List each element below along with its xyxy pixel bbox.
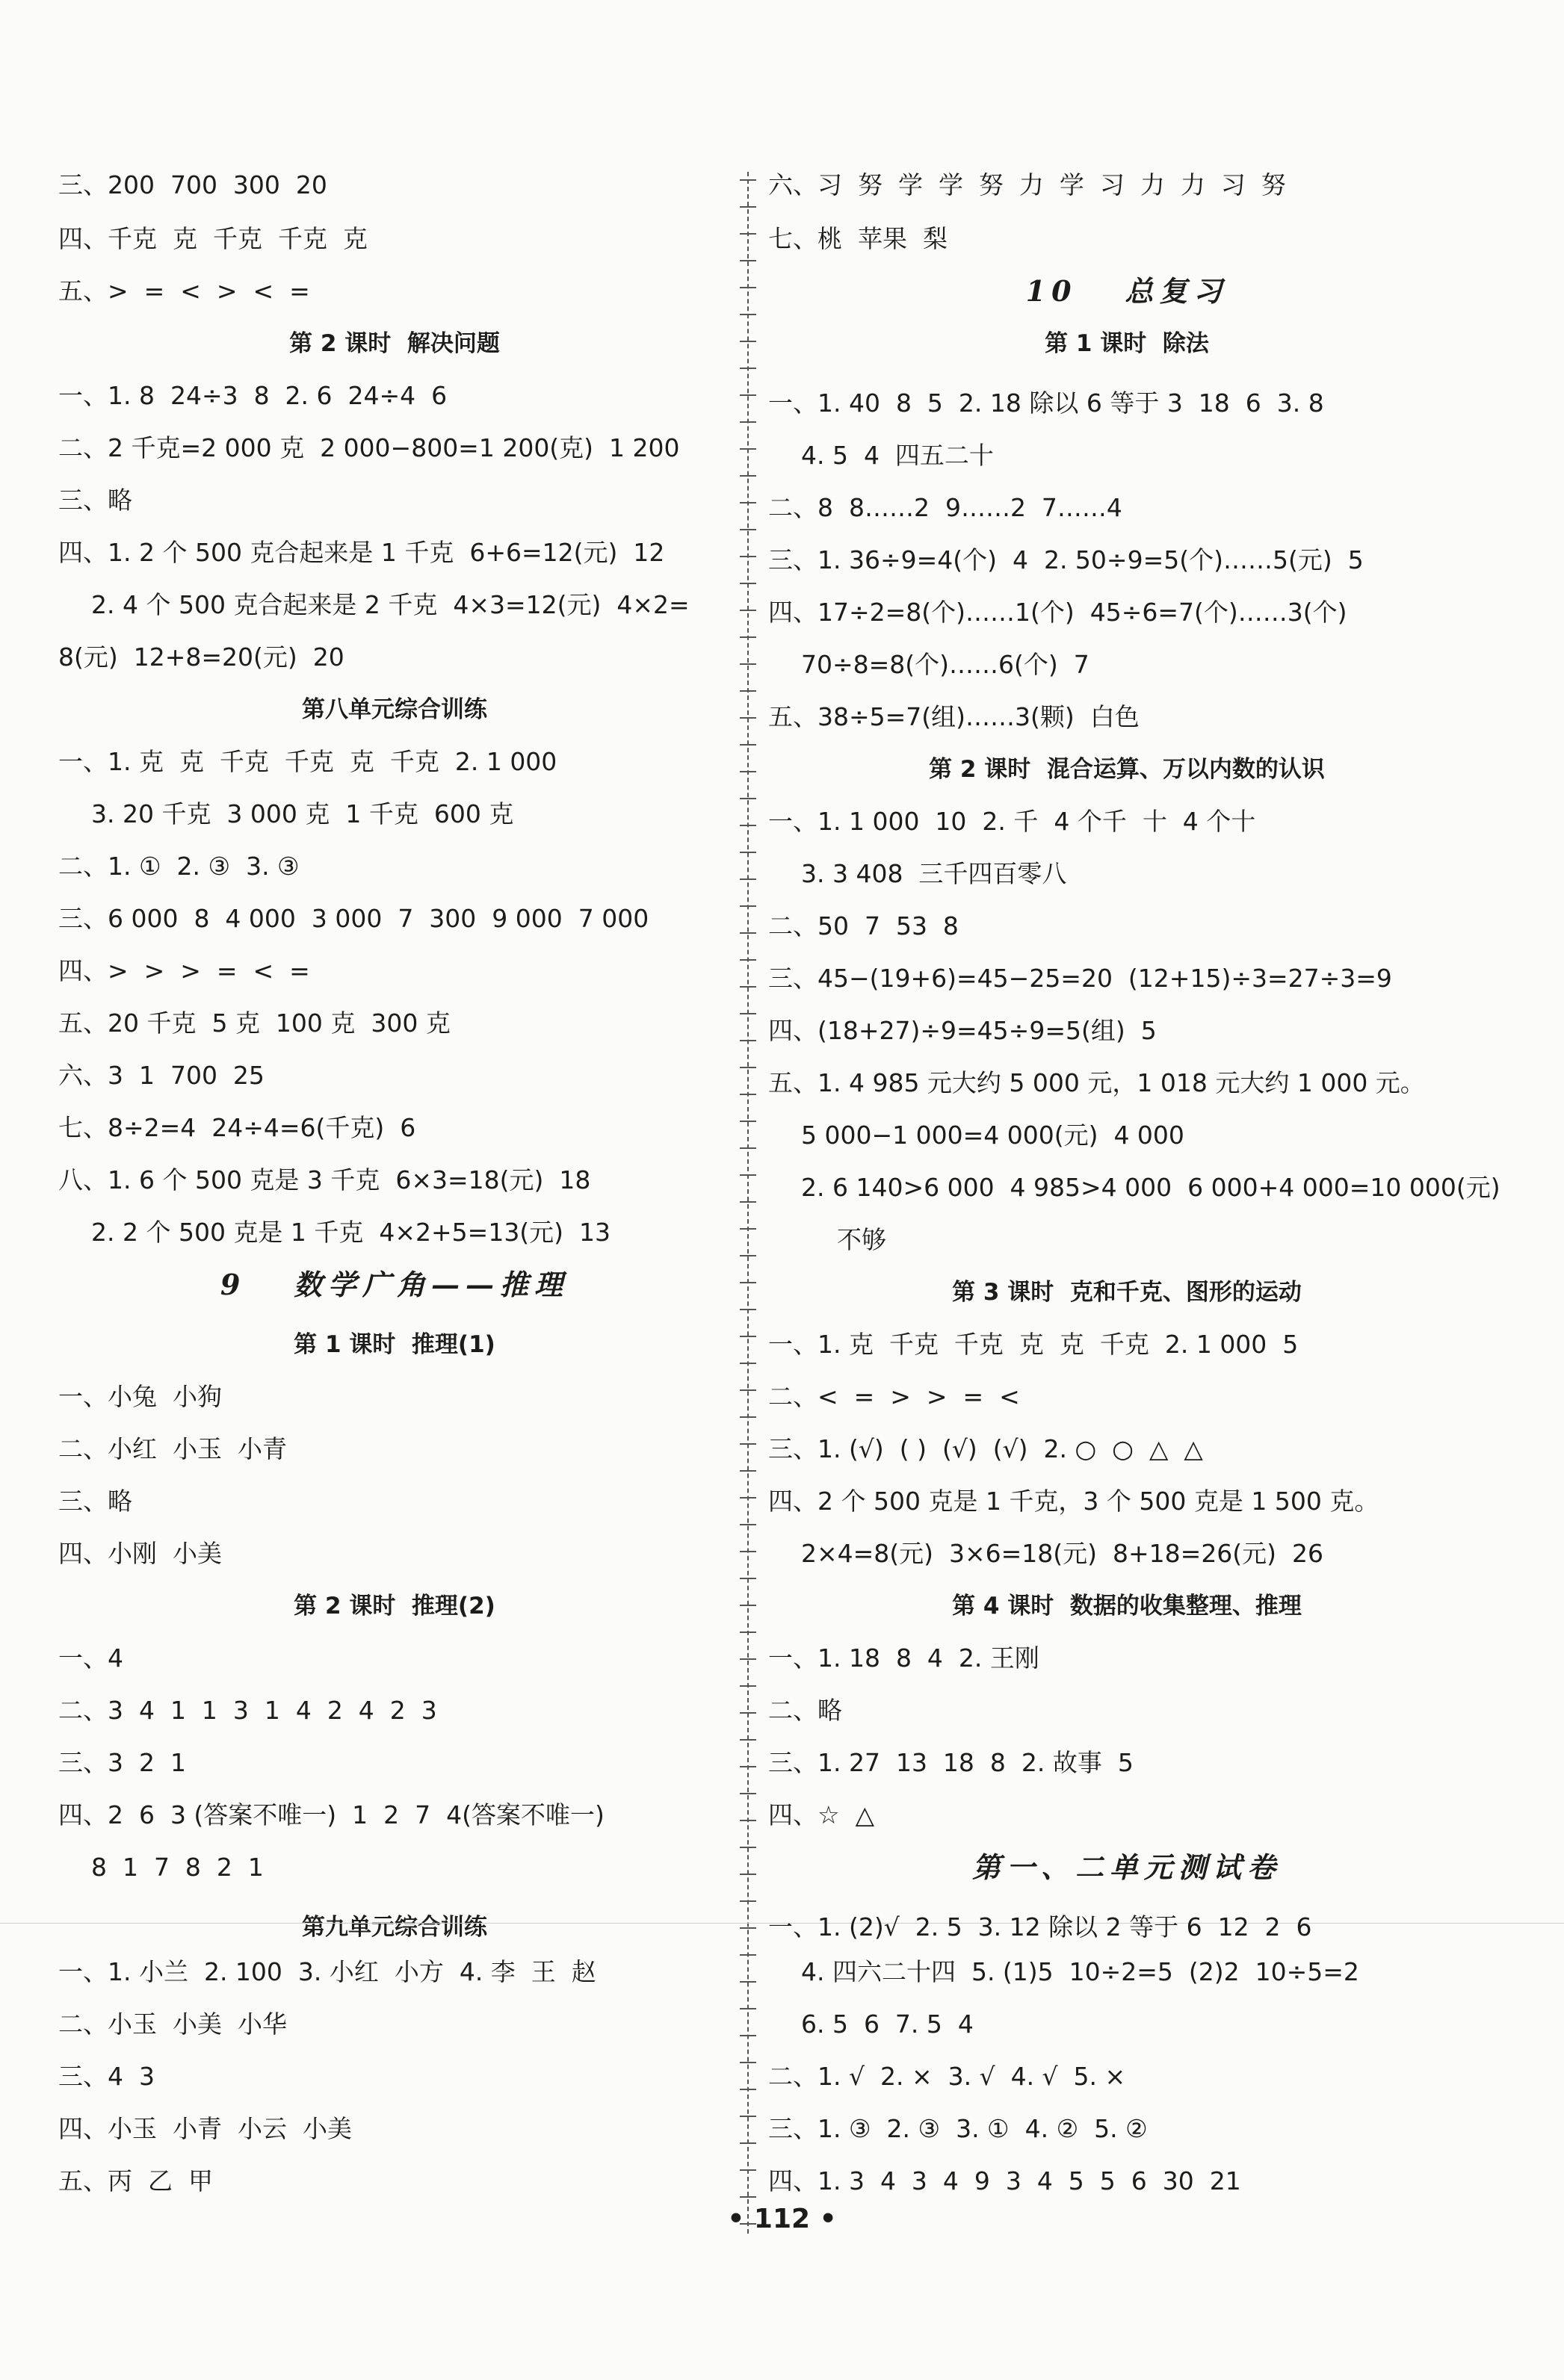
answer-line: 五、1. 4 985 元大约 5 000 元，1 018 元大约 1 000 元。	[768, 1068, 1425, 1097]
answer-line: 三、200 700 300 20	[58, 170, 327, 199]
section-heading: 第 2 课时 混合运算、万以内数的认识	[929, 756, 1325, 783]
divider-tick	[740, 1874, 756, 1875]
answer-line: 六、3 1 700 25	[58, 1061, 265, 1090]
answer-line: 2×4=8(元) 3×6=18(元) 8+18=26(元) 26	[801, 1539, 1324, 1568]
divider-tick	[740, 1712, 756, 1714]
divider-tick	[740, 2142, 756, 2144]
divider-tick	[740, 341, 756, 342]
answer-line: 二、50 7 53 8	[768, 911, 959, 940]
divider-tick	[740, 852, 756, 853]
divider-tick	[740, 287, 756, 288]
divider-tick	[740, 771, 756, 772]
divider-tick	[740, 1067, 756, 1068]
divider-tick	[740, 1309, 756, 1310]
divider-tick	[740, 1605, 756, 1606]
divider-tick	[740, 1147, 756, 1149]
divider-tick	[740, 690, 756, 692]
answer-line: 一、1. (2)√ 2. 5 3. 12 除以 2 等于 6 12 2 6	[768, 1912, 1312, 1942]
section-heading: 第 3 课时 克和千克、图形的运动	[952, 1279, 1302, 1306]
answer-line: 5 000−1 000=4 000(元) 4 000	[801, 1121, 1184, 1150]
answer-line: 二、1. √ 2. × 3. √ 4. √ 5. ×	[768, 2062, 1126, 2091]
section-heading: 第九单元综合训练	[302, 1914, 487, 1941]
divider-tick	[740, 2116, 756, 2117]
divider-tick	[740, 475, 756, 477]
divider-tick	[740, 959, 756, 961]
divider-tick	[740, 2035, 756, 2036]
divider-tick	[740, 2062, 756, 2063]
answer-line: 8 1 7 8 2 1	[91, 1853, 264, 1882]
divider-tick	[740, 1578, 756, 1579]
answer-line: 二、1. ① 2. ③ 3. ③	[58, 852, 300, 881]
divider-tick	[740, 1981, 756, 1983]
divider-tick	[740, 314, 756, 315]
divider-tick	[740, 825, 756, 826]
divider-tick	[740, 1336, 756, 1337]
answer-line: 四、1. 3 4 3 4 9 3 4 5 5 6 30 21	[768, 2166, 1241, 2195]
divider-tick	[740, 1121, 756, 1122]
answer-line: 一、1. 8 24÷3 8 2. 6 24÷4 6	[58, 381, 448, 410]
answer-line: 三、略	[58, 486, 132, 515]
divider-tick	[740, 1954, 756, 1956]
answer-line: 三、3 2 1	[58, 1748, 186, 1777]
answer-line: 三、1. ③ 2. ③ 3. ① 4. ② 5. ②	[768, 2114, 1148, 2143]
answer-line: 一、1. 40 8 5 2. 18 除以 6 等于 3 18 6 3. 8	[768, 388, 1324, 418]
divider-tick	[740, 744, 756, 746]
answer-line: 七、桃 苹果 梨	[768, 224, 948, 253]
answer-line: 三、4 3	[58, 2062, 155, 2091]
divider-tick	[740, 905, 756, 907]
divider-tick	[740, 1443, 756, 1445]
divider-tick	[740, 421, 756, 423]
divider-tick	[740, 2196, 756, 2198]
answer-line: 一、1. 18 8 4 2. 王刚	[768, 1643, 1039, 1673]
divider-tick	[740, 179, 756, 181]
answer-line: 七、8÷2=4 24÷4=6(千克) 6	[58, 1113, 416, 1142]
divider-tick	[740, 798, 756, 799]
divider-tick	[740, 1201, 756, 1203]
answer-line: 二、8 8……2 9……2 7……4	[768, 493, 1122, 522]
divider-tick	[740, 1551, 756, 1552]
answer-line: 4. 5 4 四五二十	[801, 441, 994, 470]
answer-line: 三、45−(19+6)=45−25=20 (12+15)÷3=27÷3=9	[768, 964, 1392, 993]
divider-tick	[740, 1470, 756, 1472]
answer-line: 一、小兔 小狗	[58, 1382, 222, 1411]
answer-line: 六、习 努 学 学 努 力 学 习 力 力 习 努	[768, 170, 1286, 199]
answer-line: 二、< = > > = <	[768, 1382, 1020, 1411]
divider-tick	[740, 1739, 756, 1741]
answer-line: 八、1. 6 个 500 克是 3 千克 6×3=18(元) 18	[58, 1165, 591, 1194]
divider-tick	[740, 2008, 756, 2009]
answer-line: 四、17÷2=8(个)……1(个) 45÷6=7(个)……3(个)	[768, 598, 1347, 627]
divider-tick	[740, 502, 756, 503]
answer-line: 四、☆ △	[768, 1800, 874, 1829]
answer-line: 70÷8=8(个)……6(个) 7	[801, 650, 1089, 679]
divider-tick	[740, 1658, 756, 1660]
divider-tick	[740, 1820, 756, 1821]
divider-tick	[740, 1255, 756, 1256]
answer-line: 6. 5 6 7. 5 4	[801, 2009, 974, 2039]
divider-tick	[740, 1793, 756, 1794]
answer-line: 四、1. 2 个 500 克合起来是 1 千克 6+6=12(元) 12	[58, 538, 665, 567]
answer-line: 二、小玉 小美 小华	[58, 2009, 287, 2039]
divider-tick	[740, 636, 756, 638]
section-heading: 第 2 课时 推理(2)	[294, 1593, 495, 1620]
answer-line: 一、1. 1 000 10 2. 千 4 个千 十 4 个十	[768, 807, 1256, 836]
answer-line: 二、小红 小玉 小青	[58, 1434, 287, 1463]
divider-tick	[740, 448, 756, 450]
divider-tick	[740, 610, 756, 611]
divider-tick	[740, 1631, 756, 1633]
column-divider	[747, 172, 749, 2234]
divider-tick	[740, 1228, 756, 1230]
answer-line: 二、3 4 1 1 3 1 4 2 4 2 3	[58, 1696, 437, 1725]
page-number: • 112 •	[727, 2204, 837, 2234]
chapter-title: 9 数学广角——推理	[220, 1268, 569, 1301]
divider-tick	[740, 932, 756, 934]
answer-line: 三、略	[58, 1487, 132, 1516]
divider-tick	[740, 1040, 756, 1041]
divider-tick	[740, 394, 756, 396]
answer-line: 一、1. 克 克 千克 千克 克 千克 2. 1 000	[58, 747, 557, 776]
answer-line: 三、1. (√) ( ) (√) (√) 2. ○ ○ △ △	[768, 1434, 1203, 1463]
divider-tick	[740, 1685, 756, 1687]
answer-line: 一、4	[58, 1643, 123, 1673]
answer-line: 3. 20 千克 3 000 克 1 千克 600 克	[91, 799, 514, 828]
chapter-title: 10 总复习	[1025, 274, 1228, 308]
divider-tick	[740, 2169, 756, 2171]
answer-line: 一、1. 小兰 2. 100 3. 小红 小方 4. 李 王 赵	[58, 1957, 596, 1986]
divider-tick	[740, 717, 756, 719]
answer-line: 五、> = < > < =	[58, 276, 310, 306]
divider-tick	[740, 2089, 756, 2090]
divider-tick	[740, 1013, 756, 1014]
divider-tick	[740, 368, 756, 369]
answer-line: 四、> > > = < =	[58, 956, 310, 985]
section-heading: 第 2 课时 解决问题	[289, 330, 500, 357]
divider-tick	[740, 556, 756, 557]
answer-line: 五、38÷5=7(组)……3(颗) 白色	[768, 702, 1140, 731]
divider-tick	[740, 1389, 756, 1391]
answer-line: 四、(18+27)÷9=45÷9=5(组) 5	[768, 1016, 1157, 1045]
divider-tick	[740, 1497, 756, 1499]
divider-tick	[740, 878, 756, 880]
answer-line: 四、2 6 3 (答案不唯一) 1 2 7 4(答案不唯一)	[58, 1800, 605, 1829]
divider-tick	[740, 1847, 756, 1848]
divider-tick	[740, 206, 756, 208]
divider-tick	[740, 583, 756, 584]
section-heading: 第八单元综合训练	[302, 696, 487, 723]
answer-line: 2. 2 个 500 克是 1 千克 4×2+5=13(元) 13	[91, 1218, 611, 1247]
answer-line: 三、1. 27 13 18 8 2. 故事 5	[768, 1748, 1134, 1777]
answer-line: 3. 3 408 三千四百零八	[801, 859, 1067, 888]
divider-tick	[740, 986, 756, 988]
divider-tick	[740, 260, 756, 261]
answer-line: 三、1. 36÷9=4(个) 4 2. 50÷9=5(个)……5(元) 5	[768, 545, 1364, 574]
divider-tick	[740, 1416, 756, 1418]
section-heading: 第 1 课时 推理(1)	[294, 1331, 495, 1358]
answer-line: 四、小玉 小青 小云 小美	[58, 2114, 352, 2143]
divider-tick	[740, 233, 756, 235]
divider-tick	[740, 529, 756, 530]
answer-line: 2. 4 个 500 克合起来是 2 千克 4×3=12(元) 4×2=	[91, 590, 690, 619]
answer-line: 三、6 000 8 4 000 3 000 7 300 9 000 7 000	[58, 904, 649, 933]
answer-line: 四、小刚 小美	[58, 1539, 222, 1568]
answer-line: 五、丙 乙 甲	[58, 2166, 213, 2195]
divider-tick	[740, 1094, 756, 1095]
answer-line: 不够	[837, 1225, 886, 1254]
divider-tick	[740, 663, 756, 665]
divider-tick	[740, 1927, 756, 1929]
answer-line: 二、略	[768, 1696, 842, 1725]
divider-tick	[740, 1524, 756, 1525]
divider-tick	[740, 1282, 756, 1283]
section-heading: 第 4 课时 数据的收集整理、推理	[952, 1593, 1302, 1620]
chapter-title: 第一、二单元测试卷	[971, 1850, 1282, 1884]
answer-line: 五、20 千克 5 克 100 克 300 克	[58, 1008, 451, 1038]
answer-line: 8(元) 12+8=20(元) 20	[58, 642, 344, 672]
answer-line: 四、千克 克 千克 千克 克	[58, 224, 368, 253]
answer-line: 四、2 个 500 克是 1 千克，3 个 500 克是 1 500 克。	[768, 1487, 1379, 1516]
divider-tick	[740, 1174, 756, 1176]
answer-line: 2. 6 140>6 000 4 985>4 000 6 000+4 000=10 000(元)	[801, 1173, 1500, 1202]
answer-line: 一、1. 克 千克 千克 克 克 千克 2. 1 000 5	[768, 1330, 1299, 1359]
divider-tick	[740, 1900, 756, 1902]
answer-line: 4. 四六二十四 5. (1)5 10÷2=5 (2)2 10÷5=2	[801, 1957, 1359, 1986]
divider-tick	[740, 1363, 756, 1364]
divider-tick	[740, 1766, 756, 1767]
section-heading: 第 1 课时 除法	[1045, 330, 1209, 357]
answer-line: 二、2 千克=2 000 克 2 000−800=1 200(克) 1 200	[58, 433, 680, 462]
